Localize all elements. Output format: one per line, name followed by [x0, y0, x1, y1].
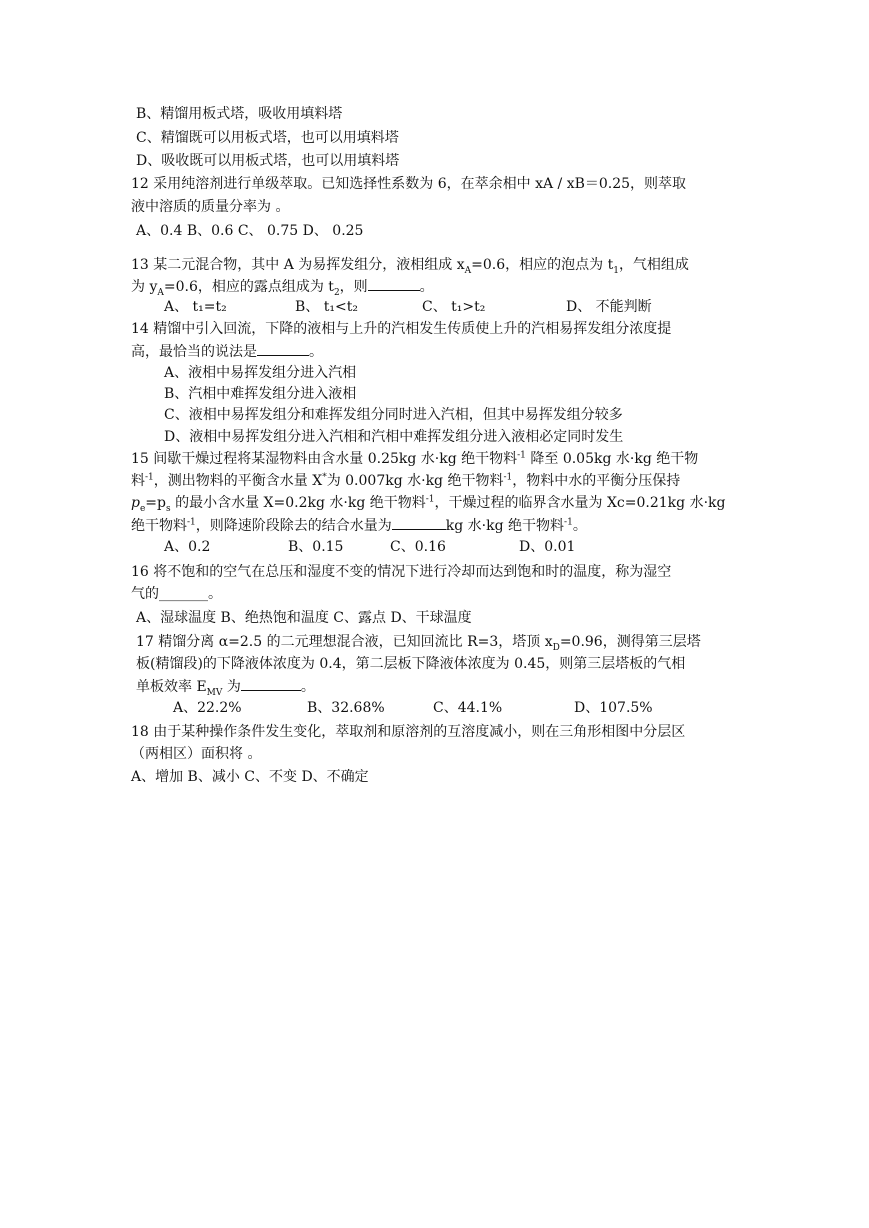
q13-option-d: D、 不能判断 — [566, 299, 652, 315]
q14-stem-line1: 14 精馏中引入回流，下降的液相与上升的汽相发生传质使上升的汽相易挥发组分浓度提 — [131, 321, 672, 337]
q13-option-c: C、 t₁>t₂ — [422, 299, 486, 315]
q17-sub: D — [552, 642, 560, 653]
q15-text: 降至 0.05kg 水·kg 绝干物 — [525, 451, 699, 467]
q13-text: ，气相组成 — [618, 257, 689, 273]
q15-sup: -1 — [145, 472, 154, 483]
q13-stem-line2 — [131, 276, 434, 297]
q15-text: 料 — [131, 473, 145, 489]
q15-stem-line3 — [131, 493, 725, 513]
q13-text: =0.6，相应的泡点为 t — [471, 257, 614, 273]
q17-option-d: D、107.5% — [574, 700, 653, 716]
q13-sub: 1 — [613, 265, 619, 276]
q15-text: 绝干物料 — [131, 518, 187, 534]
q15-stem-line2 — [131, 471, 680, 491]
q15-sub: s — [166, 503, 171, 514]
q14-stem-line2 — [131, 341, 323, 362]
q13-text: =0.6，相应的露点组成为 t — [163, 279, 334, 295]
q15-text: kg 水·kg 绝干物料 — [445, 518, 565, 534]
q15-sup: * — [322, 472, 327, 483]
q15-sup: -1 — [564, 517, 573, 528]
q13-text: ，则 — [339, 279, 368, 295]
q11-option-b: B、精馏用板式塔，吸收用填料塔 — [136, 106, 343, 122]
answer-blank — [257, 341, 309, 356]
q14-text: 。 — [309, 344, 323, 360]
q17-text: 为 — [222, 679, 241, 695]
q15-text: ，则降速阶段除去的结合水量为 — [195, 518, 392, 534]
q13-text: 为 y — [131, 279, 158, 295]
q17-stem-line2: 板(精馏段)的下降液体浓度为 0.4，第二层板下降液体浓度为 0.45，则第三层塔板的气相 — [136, 656, 686, 672]
q11-option-d: D、吸收既可以用板式塔，也可以用填料塔 — [136, 153, 400, 169]
q14-option-a: A、液相中易挥发组分进入汽相 — [164, 365, 357, 381]
q17-stem-line1 — [136, 632, 701, 652]
q13-option-a: A、 t₁=t₂ — [164, 299, 227, 315]
q17-option-b: B、32.68% — [307, 700, 385, 716]
q17-option-c: C、44.1% — [433, 700, 503, 716]
q15-sub: e — [139, 503, 146, 514]
q18-stem-line2: （两相区）面积将 。 — [131, 746, 262, 762]
q15-sup: -1 — [517, 450, 526, 461]
q17-text: 单板效率 E — [136, 679, 207, 695]
q12-options: A、0.4 B、0.6 C、 0.75 D、 0.25 — [136, 223, 364, 239]
q15-text: ，测出物料的平衡含水量 X — [153, 473, 323, 489]
answer-blank — [392, 515, 446, 530]
answer-blank — [241, 676, 301, 691]
q12-stem-line1: 12 采用纯溶剂进行单级萃取。已知选择性系数为 6，在萃余相中 xA / xB＝0.25，则萃取 — [131, 176, 687, 192]
q17-stem-line3 — [136, 676, 315, 697]
q17-text: =0.96，测得第三层塔 — [559, 634, 701, 650]
q13-sub: 2 — [333, 287, 340, 298]
q14-text: 高，最恰当的说法是 — [131, 344, 257, 360]
q15-text: ，物料中水的平衡分压保持 — [512, 473, 681, 489]
q15-text: 为 0.007kg 水·kg 绝干物料 — [326, 473, 504, 489]
q11-option-c: C、精馏既可以用板式塔，也可以用填料塔 — [136, 130, 399, 146]
q15-text: =p — [145, 495, 166, 511]
q15-option-d: D、0.01 — [519, 539, 576, 555]
q17-option-a: A、22.2% — [173, 700, 242, 716]
q15-stem-line4 — [131, 515, 587, 536]
q17-text: 17 精馏分离 α=2.5 的二元理想混合液，已知回流比 R=3，塔顶 x — [136, 634, 553, 650]
q15-text: 15 间歇干燥过程将某湿物料由含水量 0.25kg 水·kg 绝干物料 — [131, 451, 518, 467]
q17-text: 。 — [300, 679, 315, 695]
q15-text: ，干燥过程的临界含水量为 Xc=0.21kg 水·kg — [434, 495, 726, 511]
q15-text: p — [131, 495, 140, 511]
q15-sup: -1 — [425, 494, 435, 505]
q13-stem-line1 — [131, 255, 689, 275]
q12-stem-line2: 液中溶质的质量分率为 。 — [131, 199, 290, 215]
q14-option-c: C、液相中易挥发组分和难挥发组分同时进入汽相，但其中易挥发组分较多 — [164, 407, 623, 423]
q13-sub: A — [464, 265, 472, 276]
q14-option-b: B、汽相中难挥发组分进入液相 — [164, 386, 357, 402]
q15-option-a: A、0.2 — [164, 539, 211, 555]
q15-sup: -1 — [503, 472, 513, 483]
q16-options: A、湿球温度 B、绝热饱和温度 C、露点 D、干球温度 — [136, 610, 472, 626]
q13-text: 13 某二元混合物，其中 A 为易挥发组分，液相组成 x — [131, 257, 465, 273]
q16-stem-line2: 气的_______。 — [131, 586, 222, 602]
q15-text: 。 — [572, 518, 587, 534]
q15-option-b: B、0.15 — [288, 539, 344, 555]
q15-text: 的最小含水量 X=0.2kg 水·kg 绝干物料 — [170, 495, 426, 511]
answer-blank — [368, 276, 420, 291]
q15-sup: -1 — [187, 517, 196, 528]
q13-text: 。 — [419, 279, 434, 295]
q15-stem-line1 — [131, 449, 698, 469]
q13-option-b: B、 t₁<t₂ — [295, 299, 358, 315]
q16-stem-line1: 16 将不饱和的空气在总压和湿度不变的情况下进行冷却而达到饱和时的温度，称为湿空 — [131, 564, 672, 580]
q14-option-d: D、液相中易挥发组分进入汽相和汽相中难挥发组分进入液相必定同时发生 — [164, 429, 624, 445]
q17-sub: MV — [206, 687, 223, 698]
q15-option-c: C、0.16 — [390, 539, 446, 555]
q18-stem-line1: 18 由于某种操作条件发生变化，萃取剂和原溶剂的互溶度减小，则在三角形相图中分层区 — [131, 724, 686, 740]
q18-options: A、增加 B、减小 C、不变 D、不确定 — [131, 769, 369, 785]
q13-sub: A — [157, 287, 164, 298]
